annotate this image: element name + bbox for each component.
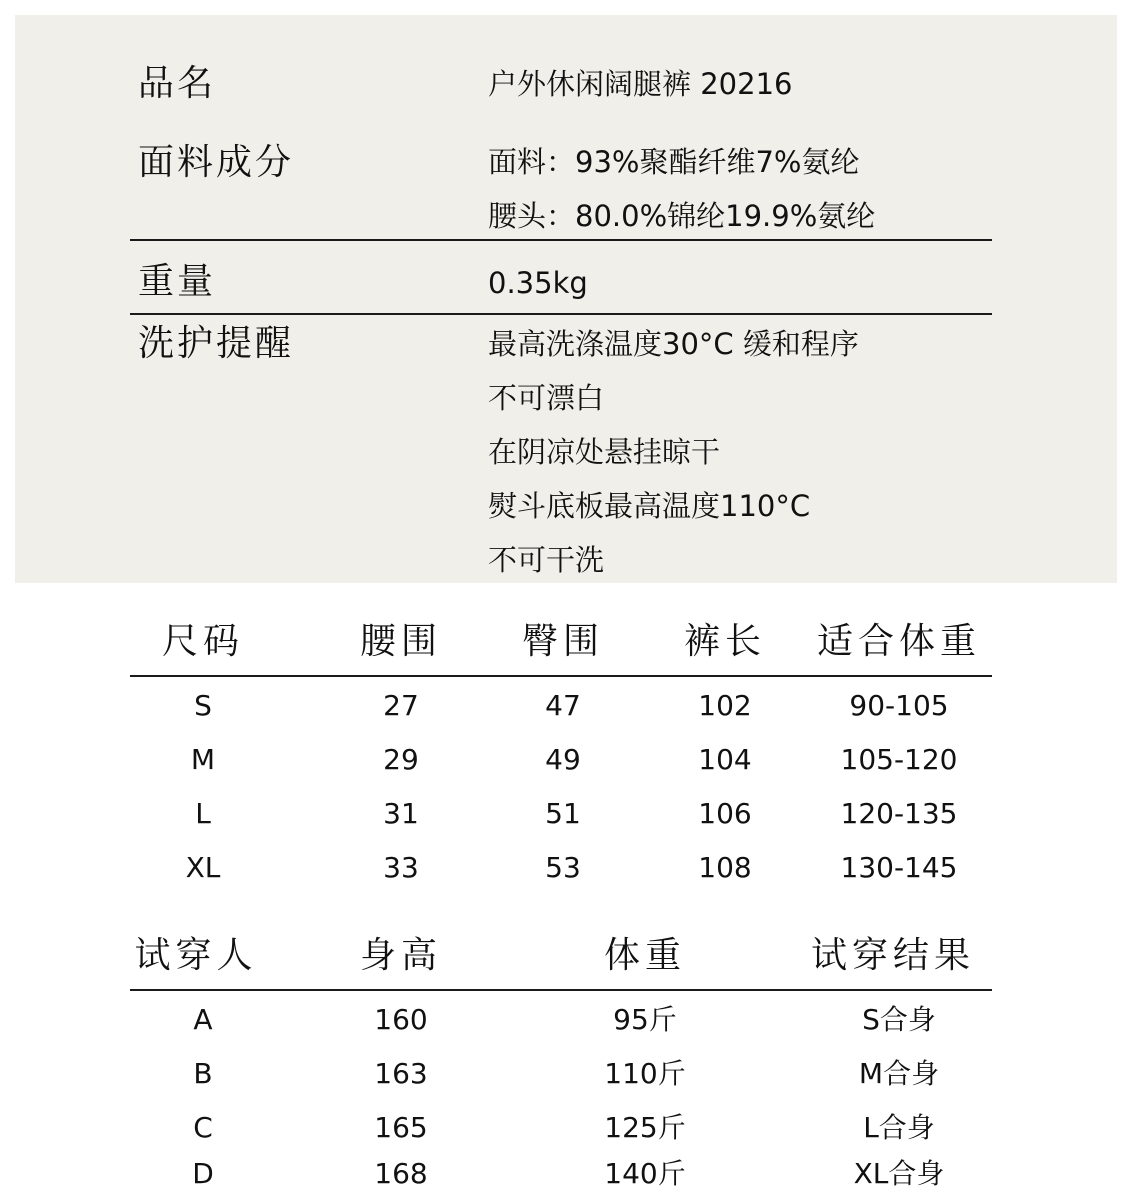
fabric-label: 面料成分 xyxy=(138,142,295,183)
table-cell: A xyxy=(193,1003,213,1036)
table-cell: 95斤 xyxy=(613,1003,677,1036)
divider xyxy=(130,989,992,991)
fit-table-header: 体重 xyxy=(603,935,687,976)
table-cell: C xyxy=(193,1111,213,1144)
table-cell: 29 xyxy=(383,743,419,776)
care-line: 不可漂白 xyxy=(488,381,605,415)
table-cell: L合身 xyxy=(863,1111,935,1144)
table-cell: 47 xyxy=(545,689,581,722)
table-cell: 51 xyxy=(545,797,581,830)
table-cell: 130-145 xyxy=(840,851,958,884)
size-table-header: 腰围 xyxy=(359,621,443,662)
table-cell: B xyxy=(193,1057,213,1090)
name-label: 品名 xyxy=(138,63,217,104)
table-cell: S合身 xyxy=(862,1003,936,1036)
table-cell: S xyxy=(194,689,212,722)
divider xyxy=(130,239,992,241)
size-table-header: 尺码 xyxy=(161,621,245,662)
table-cell: 33 xyxy=(383,851,419,884)
weight-value: 0.35kg xyxy=(488,266,588,300)
table-cell: 160 xyxy=(374,1003,428,1036)
table-cell: 31 xyxy=(383,797,419,830)
table-cell: L xyxy=(195,797,211,830)
table-cell: 110斤 xyxy=(604,1057,686,1090)
name-value: 户外休闲阔腿裤 20216 xyxy=(488,67,793,101)
table-cell: 140斤 xyxy=(604,1157,686,1190)
table-cell: 120-135 xyxy=(840,797,958,830)
table-cell: D xyxy=(192,1157,214,1190)
table-cell: XL xyxy=(185,851,221,884)
table-cell: 27 xyxy=(383,689,419,722)
divider xyxy=(130,313,992,315)
size-table-header: 臀围 xyxy=(521,621,605,662)
table-cell: 49 xyxy=(545,743,581,776)
table-cell: 165 xyxy=(374,1111,428,1144)
fit-table-header: 身高 xyxy=(359,935,443,976)
table-cell: XL合身 xyxy=(853,1157,945,1190)
table-cell: 53 xyxy=(545,851,581,884)
fit-table-header: 试穿人 xyxy=(134,935,258,976)
table-cell: 106 xyxy=(698,797,752,830)
care-line: 熨斗底板最高温度110°C xyxy=(488,489,811,523)
weight-label: 重量 xyxy=(138,261,217,302)
divider xyxy=(130,675,992,677)
table-cell: 102 xyxy=(698,689,752,722)
care-line: 在阴凉处悬挂晾干 xyxy=(488,435,721,469)
care-label: 洗护提醒 xyxy=(138,323,295,364)
table-cell: 104 xyxy=(698,743,752,776)
table-cell: 90-105 xyxy=(849,689,949,722)
size-table-header: 适合体重 xyxy=(816,621,982,662)
fabric-line: 面料：93%聚酯纤维7%氨纶 xyxy=(488,145,860,179)
size-table-header: 裤长 xyxy=(683,621,767,662)
table-cell: M合身 xyxy=(858,1057,940,1090)
care-line: 不可干洗 xyxy=(488,543,605,577)
table-cell: 105-120 xyxy=(840,743,958,776)
table-cell: 108 xyxy=(698,851,752,884)
fabric-line: 腰头：80.0%锦纶19.9%氨纶 xyxy=(488,199,876,233)
table-cell: 163 xyxy=(374,1057,428,1090)
table-cell: 125斤 xyxy=(604,1111,686,1144)
table-cell: 168 xyxy=(374,1157,428,1190)
fit-table-header: 试穿结果 xyxy=(810,935,976,976)
table-cell: M xyxy=(190,743,216,776)
care-line: 最高洗涤温度30°C 缓和程序 xyxy=(488,327,859,361)
